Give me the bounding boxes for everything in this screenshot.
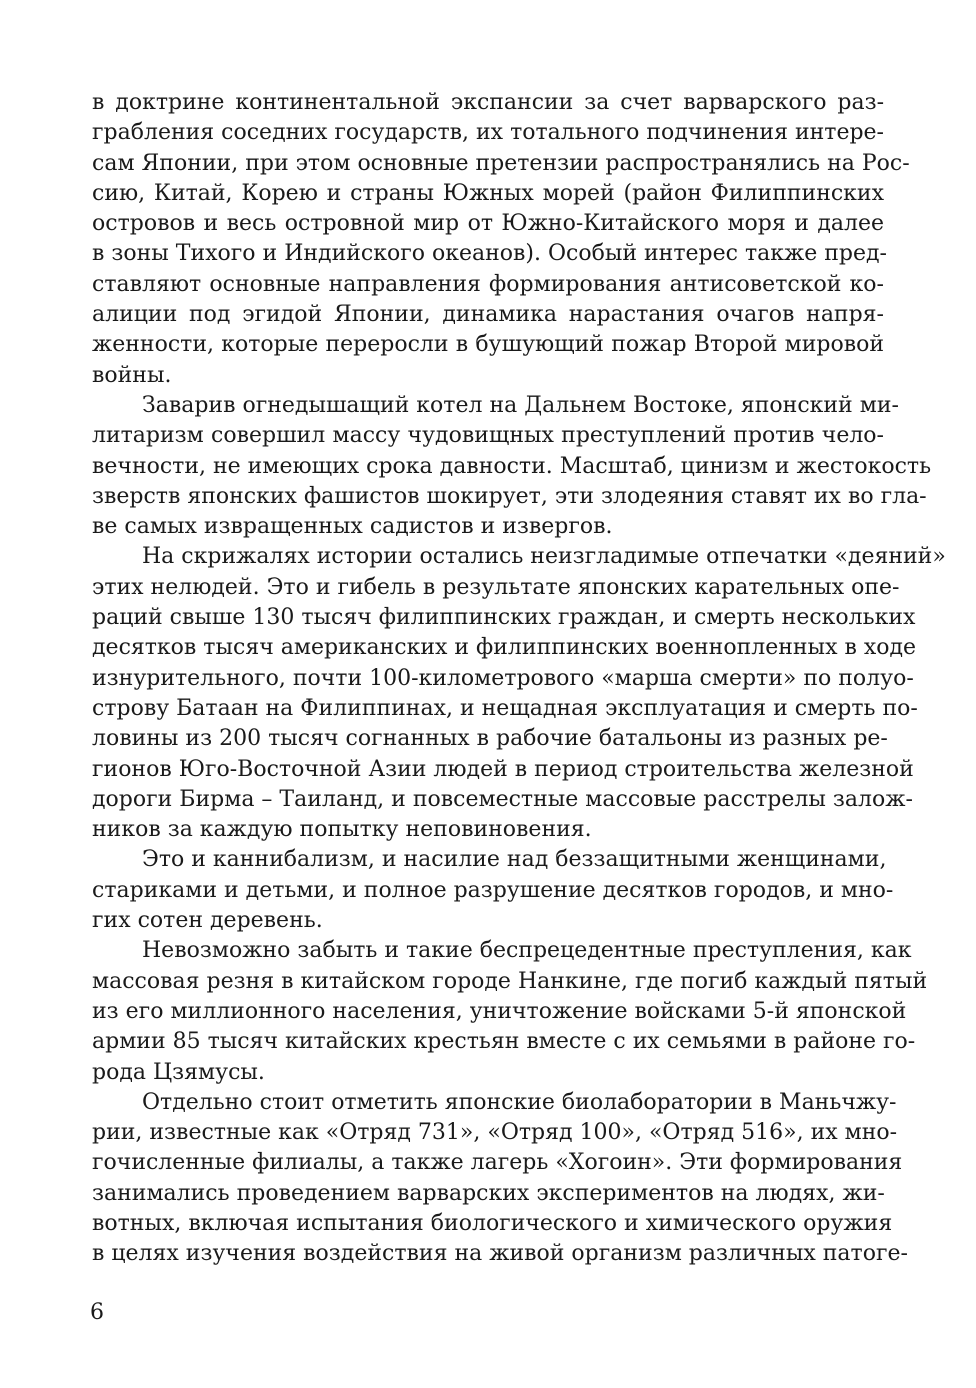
- text-line: стариками и детьми, и полное разрушение десятков городов, и мно-: [92, 877, 894, 903]
- text-line: женности, которые переросли в бушующий пожар Второй мировой: [92, 332, 884, 358]
- text-line: ловины из 200 тысяч согнанных в рабочие батальоны из разных ре-: [92, 726, 888, 752]
- text-line: раций свыше 130 тысяч филиппинских граждан, и смерть нескольких: [92, 605, 916, 631]
- text-line: войны.: [92, 362, 172, 388]
- text-line: изнурительного, почти 100-километрового «марша смерти» по полуо-: [92, 665, 914, 691]
- text-line: гочисленные филиалы, а также лагерь «Хогоин». Эти формирования: [92, 1150, 903, 1176]
- text-line: занимались проведением варварских экспериментов на людях, жи-: [92, 1180, 885, 1206]
- text-line: сию, Китай, Корею и страны Южных морей (район Филиппинских: [92, 180, 884, 206]
- text-line: алиции под эгидой Японии, динамика нарастания очагов напря-: [92, 302, 884, 328]
- text-line: в зоны Тихого и Индийского океанов). Особый интерес также пред-: [92, 241, 887, 267]
- text-line: На скрижалях истории остались неизгладимые отпечатки «деяний»: [142, 544, 946, 570]
- paragraph-p4: [92, 845, 894, 936]
- text-line: строву Батаан на Филиппинах, и нещадная эксплуатация и смерть по-: [92, 695, 918, 721]
- text-line: гионов Юго-Восточной Азии людей в период строительства железной: [92, 756, 914, 782]
- text-line: из его миллионного населения, уничтожение войсками 5-й японской: [92, 998, 907, 1024]
- text-line: вотных, включая испытания биологического и химического оружия: [92, 1210, 893, 1236]
- text-line: ников за каждую попытку неповиновения.: [92, 817, 592, 843]
- text-line: массовая резня в китайском городе Нанкине, где погиб каждый пятый: [92, 968, 928, 994]
- text-line: десятков тысяч американских и филиппинских военнопленных в ходе: [92, 635, 917, 661]
- text-line: армии 85 тысяч китайских крестьян вместе с их семьями в районе го-: [92, 1029, 916, 1055]
- text-line: Невозможно забыть и такие беспрецедентные преступления, как: [142, 938, 912, 964]
- text-line: зверств японских фашистов шокирует, эти злодеяния ставят их во гла-: [92, 483, 927, 509]
- text-line: Заварив огнедышащий котел на Дальнем Востоке, японский ми-: [142, 392, 899, 418]
- paragraph-p1: [92, 88, 910, 391]
- text-line: ве самых извращенных садистов и извергов.: [92, 514, 613, 540]
- text-line: литаризм совершил массу чудовищных преступлений против чело-: [92, 423, 884, 449]
- body-text: [92, 88, 946, 1270]
- text-line: ставляют основные направления формирования антисоветской ко-: [92, 271, 884, 297]
- text-line: Это и каннибализм, и насилие над беззащитными женщинами,: [142, 847, 887, 873]
- paragraph-p2: [92, 391, 932, 542]
- paragraph-p3: [92, 542, 946, 845]
- text-line: Отдельно стоит отметить японские биолаборатории в Маньчжу-: [142, 1089, 897, 1115]
- page-number: 6: [90, 1300, 104, 1325]
- text-line: грабления соседних государств, их тотального подчинения интере-: [92, 120, 884, 146]
- text-line: рода Цзямусы.: [92, 1059, 265, 1085]
- text-line: гих сотен деревень.: [92, 908, 323, 934]
- text-line: этих нелюдей. Это и гибель в результате японских карательных опе-: [92, 574, 900, 600]
- text-line: островов и весь островной мир от Южно-Китайского моря и далее: [92, 211, 884, 237]
- text-line: в целях изучения воздействия на живой организм различных патоге-: [92, 1241, 908, 1267]
- text-line: рии, известные как «Отряд 731», «Отряд 100», «Отряд 516», их мно-: [92, 1120, 898, 1146]
- text-line: вечности, не имеющих срока давности. Масштаб, цинизм и жестокость: [92, 453, 932, 479]
- paragraph-p5: [92, 936, 928, 1087]
- text-line: сам Японии, при этом основные претензии распространялись на Рос-: [92, 150, 910, 176]
- paragraph-p6: [92, 1088, 908, 1270]
- text-line: в доктрине континентальной экспансии за счет варварского раз-: [92, 90, 884, 115]
- text-line: дороги Бирма – Таиланд, и повсеместные массовые расстрелы залож-: [92, 786, 913, 812]
